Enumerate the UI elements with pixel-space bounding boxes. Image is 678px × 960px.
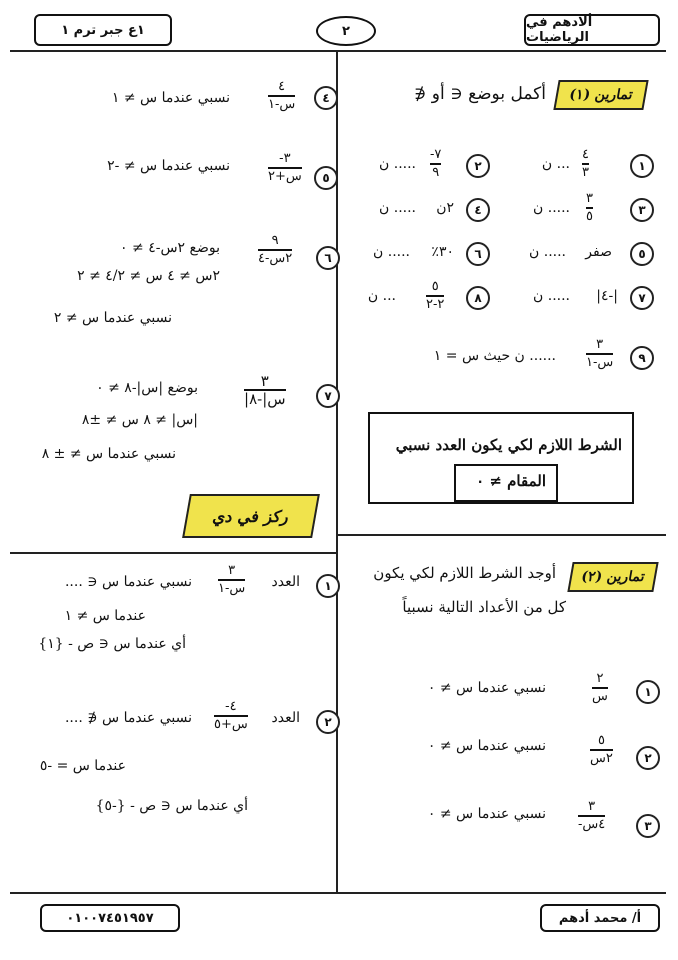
- worksheet-page: [10, 8, 666, 948]
- ex1-item-1-tail: ... ن: [541, 156, 570, 172]
- frac-num: -٧: [430, 147, 442, 162]
- ex2-item-2-fraction: [590, 734, 613, 766]
- frac-num: ٤: [278, 79, 286, 94]
- left-item-4-number: ٤: [314, 86, 338, 110]
- ex2-item-1-fraction: [592, 672, 608, 704]
- page-number-text: ٢: [342, 23, 350, 39]
- frac-num: ٢: [596, 671, 604, 686]
- ex1-label-text: تمارين (١): [567, 87, 635, 103]
- frac-den: س-١: [268, 97, 296, 112]
- frac-num: ٩: [271, 233, 279, 248]
- frac-den: س-١: [218, 581, 246, 596]
- ex2-item-3-fraction: [578, 800, 605, 832]
- left-item-7-fraction: [244, 374, 286, 406]
- left-item-5-number: ٥: [314, 166, 338, 190]
- frac-num: ٣: [586, 191, 593, 206]
- ex1-item-4-expr: ٢ن: [436, 200, 454, 216]
- focus-item-2-fraction: [214, 700, 248, 732]
- left-item-5-fraction: [268, 152, 302, 184]
- rational-condition-box: [368, 412, 634, 504]
- left-item-6-line-2: ٢س ≠ ٤ س ≠ ٤/٢ ≠ ٢: [77, 268, 220, 284]
- left-item-5-text: نسبي عندما س ≠ -٢: [107, 158, 230, 174]
- footer-phone-text: ٠١٠٠٧٤٥١٩٥٧: [66, 910, 154, 926]
- header-left-title: [34, 14, 172, 46]
- ex2-item-2-text: نسبي عندما س ≠ ٠: [427, 738, 546, 754]
- frac-den: س-١: [586, 355, 614, 370]
- header-right-title: [524, 14, 660, 46]
- frac-den: |س|-٨: [244, 390, 286, 408]
- ex1-item-6-number: ٦: [466, 242, 490, 266]
- left-mid-divider: [10, 552, 336, 554]
- ex1-item-7-number: ٧: [630, 286, 654, 310]
- frac-num: ٥: [431, 279, 439, 294]
- right-mid-divider: [338, 534, 666, 536]
- left-item-4-text: نسبي عندما س ≠ ١: [111, 90, 230, 106]
- frac-den: ٩: [432, 165, 440, 180]
- frac-den: س+٥: [214, 717, 248, 732]
- ex1-item-5-number: ٥: [630, 242, 654, 266]
- focus-item-1-fraction: [218, 564, 245, 596]
- footer-phone: [40, 904, 180, 932]
- frac-num: ٣: [596, 337, 604, 352]
- ex1-item-6-expr: ٣٠٪: [431, 244, 454, 260]
- ex1-item-8-fraction: [426, 280, 444, 312]
- left-item-7-line-1: بوضع |س|-٨ ≠ ٠: [96, 380, 198, 396]
- ex2-item-1-number: ١: [636, 680, 660, 704]
- left-item-4-fraction: [268, 80, 295, 112]
- left-item-6-line-1: بوضع ٢س-٤ ≠ ٠: [120, 240, 220, 256]
- ex1-item-3-fraction: [586, 192, 593, 224]
- focus-item-1-line-3: أي عندما س ∈ ص - {١}: [38, 636, 186, 652]
- header-divider: [10, 50, 666, 52]
- frac-num: -٣: [279, 151, 291, 166]
- frac-den: ٢س-٤: [258, 251, 293, 266]
- ex1-item-8-number: ٨: [466, 286, 490, 310]
- ex1-item-3-number: ٣: [630, 198, 654, 222]
- footer-divider: [10, 892, 666, 894]
- ex2-title-line-2: كل من الأعداد التالية نسبياً: [402, 598, 566, 616]
- ex2-item-1-text: نسبي عندما س ≠ ٠: [427, 680, 546, 696]
- left-item-6-fraction: [258, 234, 292, 266]
- header-right-title-text: ألادهم في الرياضيات: [526, 15, 593, 45]
- condition-line-1: الشرط اللازم لكي يكون العدد نسبي: [395, 436, 622, 454]
- ex1-item-9-fraction: [586, 338, 613, 370]
- frac-den: ٣: [582, 165, 589, 180]
- left-item-6-line-3: نسبي عندما س ≠ ٢: [53, 310, 172, 326]
- left-item-7-line-2: |س| ≠ ٨ س ≠ ±٨: [81, 412, 198, 428]
- frac-num: ٤: [582, 147, 589, 162]
- ex1-item-1-number: ١: [630, 154, 654, 178]
- ex1-label: [553, 80, 648, 110]
- ex1-item-7-expr: |-٤|: [596, 288, 618, 304]
- frac-den: س+٢: [268, 169, 302, 184]
- frac-den: ٢-٢: [426, 297, 445, 312]
- ex1-item-8-tail: ... ن: [367, 288, 396, 304]
- header-left-title-text: ١ع جبر ترم ١: [61, 22, 145, 38]
- ex2-item-3-number: ٣: [636, 814, 660, 838]
- focus-item-1-number: ١: [316, 574, 340, 598]
- footer-author: [540, 904, 660, 932]
- focus-label: [182, 494, 320, 538]
- focus-item-2-number: ٢: [316, 710, 340, 734]
- ex1-item-9-tail: ...... ن حيث س = ١: [433, 348, 556, 364]
- left-item-7-number: ٧: [316, 384, 340, 408]
- frac-num: ٣: [260, 372, 269, 390]
- frac-num: ٣: [588, 799, 596, 814]
- ex1-item-3-tail: ..... ن: [533, 200, 570, 216]
- focus-item-2-prefix: العدد: [271, 710, 300, 726]
- focus-item-2-line-1: نسبي عندما س ∉ ....: [64, 710, 192, 726]
- ex2-item-2-number: ٢: [636, 746, 660, 770]
- ex1-item-5-expr: صفر: [585, 244, 612, 260]
- left-item-7-line-3: نسبي عندما س ≠ ± ٨: [41, 446, 176, 462]
- frac-num: ٣: [228, 563, 236, 578]
- left-item-6-number: ٦: [316, 246, 340, 270]
- frac-num: -٤: [225, 699, 237, 714]
- frac-num: ٥: [597, 733, 605, 748]
- focus-item-2-line-3: أي عندما س ∈ ص - {-٥}: [95, 798, 248, 814]
- ex1-item-7-tail: ..... ن: [533, 288, 570, 304]
- ex1-item-4-number: ٤: [466, 198, 490, 222]
- ex1-item-2-fraction: [430, 148, 441, 180]
- frac-den: ٥: [586, 209, 593, 224]
- frac-den: س: [592, 689, 608, 704]
- condition-line-2: المقام ≠ ٠: [476, 472, 546, 490]
- ex1-item-5-tail: ..... ن: [529, 244, 566, 260]
- header-page-number: [316, 16, 376, 46]
- ex1-title: أكمل بوضع ∈ أو ∉: [413, 84, 546, 104]
- ex1-item-2-number: ٢: [466, 154, 490, 178]
- ex1-item-2-tail: ..... ن: [379, 156, 416, 172]
- frac-den: -٤س: [578, 817, 606, 832]
- focus-item-1-line-1: نسبي عندما س ∈ ....: [64, 574, 192, 590]
- frac-den: ٢س: [590, 751, 613, 766]
- ex2-title-line-1: أوجد الشرط اللازم لكي يكون: [373, 564, 556, 582]
- ex2-item-3-text: نسبي عندما س ≠ ٠: [427, 806, 546, 822]
- focus-label-text: ركز في دي: [211, 506, 291, 526]
- focus-item-1-prefix: العدد: [271, 574, 300, 590]
- ex2-label: [567, 562, 658, 592]
- ex1-item-4-tail: ..... ن: [379, 200, 416, 216]
- ex1-item-9-number: ٩: [630, 346, 654, 370]
- ex1-item-6-tail: ..... ن: [373, 244, 410, 260]
- focus-item-1-line-2: عندما س ≠ ١: [64, 608, 146, 624]
- focus-item-2-line-2: عندما س = -٥: [39, 758, 126, 774]
- footer-author-text: أ/ محمد أدهم: [558, 910, 642, 926]
- ex2-label-text: تمارين (٢): [579, 569, 647, 585]
- ex1-item-1-fraction: [582, 148, 589, 180]
